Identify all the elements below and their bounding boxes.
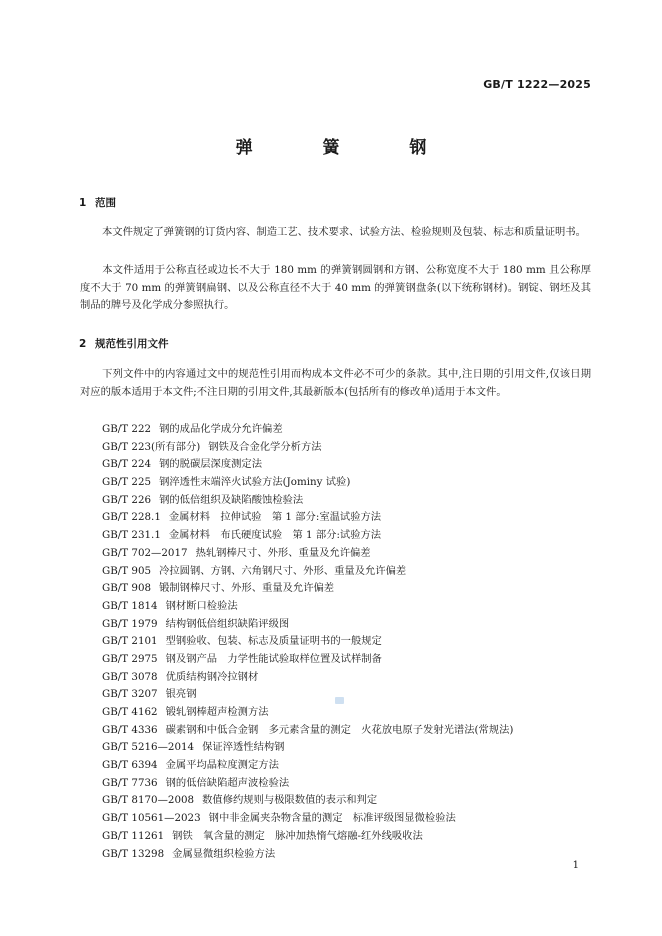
reference-list bbox=[102, 421, 513, 863]
reference-item bbox=[102, 598, 513, 616]
reference-title: 锻轧钢棒超声检测方法 bbox=[165, 706, 269, 718]
paragraph-text: 本文件规定了弹簧钢的订货内容、制造工艺、技术要求、试验方法、检验规则及包装、标志和质量证明书。 bbox=[102, 226, 586, 238]
reference-code: GB/T 225 bbox=[102, 476, 152, 489]
reference-title: 结构钢低倍组织缺陷评级图 bbox=[165, 617, 290, 630]
reference-title: 钢铁 氧含量的测定 脉冲加热惰气熔融-红外线吸收法 bbox=[172, 829, 423, 842]
reference-title: 金属材料 拉伸试验 第 1 部分:室温试验方法 bbox=[168, 511, 382, 524]
reference-code: GB/T 13298 bbox=[102, 847, 165, 860]
document-title: 弹 簧 钢 bbox=[235, 138, 459, 158]
reference-item bbox=[102, 456, 513, 474]
reference-code: GB/T 702—2017 bbox=[102, 546, 188, 559]
reference-item bbox=[102, 527, 513, 545]
section-title: 范围 bbox=[95, 197, 116, 209]
reference-code: GB/T 6394 bbox=[102, 759, 158, 772]
reference-title: 金属平均晶粒度测定方法 bbox=[165, 759, 279, 772]
reference-item bbox=[102, 633, 513, 651]
reference-code: GB/T 905 bbox=[102, 564, 152, 577]
reference-title: 钢及钢产品 力学性能试验取样位置及试样制备 bbox=[165, 652, 382, 665]
reference-item bbox=[102, 792, 513, 810]
reference-item bbox=[102, 474, 513, 492]
section-title: 规范性引用文件 bbox=[95, 338, 169, 350]
reference-title: 钢的低倍缺陷超声波检验法 bbox=[165, 776, 290, 789]
paragraph-text: 下列文件中的内容通过文中的规范性引用而构成本文件必不可少的条款。其中,注日期的引用文件,仅该日期对应的版本适用于本文件;不注日期的引用文件,其最新版本(包括所有的修改单)适用于本文件。 bbox=[80, 368, 591, 398]
reference-title: 保证淬透性结构钢 bbox=[202, 741, 285, 754]
section-number: 2 bbox=[79, 338, 87, 350]
reference-title: 钢的脱碳层深度测定法 bbox=[159, 458, 263, 471]
standard-number: GB/T 1222—2025 bbox=[483, 78, 591, 91]
reference-title: 金属显微组织检验方法 bbox=[172, 847, 276, 860]
reference-item bbox=[102, 492, 513, 510]
section-heading-scope bbox=[79, 195, 116, 210]
reference-code: GB/T 1814 bbox=[102, 599, 158, 612]
reference-item bbox=[102, 828, 513, 846]
paragraph bbox=[80, 262, 591, 315]
reference-title: 钢的成品化学成分允许偏差 bbox=[159, 423, 283, 435]
reference-code: GB/T 3207 bbox=[102, 688, 158, 701]
reference-code: GB/T 2101 bbox=[102, 635, 158, 648]
reference-item bbox=[102, 509, 513, 527]
reference-item bbox=[102, 616, 513, 634]
reference-code: GB/T 224 bbox=[102, 458, 152, 471]
stamp-mark bbox=[335, 697, 344, 704]
section-number: 1 bbox=[79, 197, 87, 209]
reference-item bbox=[102, 686, 513, 704]
reference-item bbox=[102, 651, 513, 669]
page-number: 1 bbox=[572, 860, 579, 871]
reference-item bbox=[102, 669, 513, 687]
reference-item bbox=[102, 421, 513, 439]
reference-code: GB/T 226 bbox=[102, 493, 152, 506]
reference-code: GB/T 2975 bbox=[102, 652, 158, 665]
reference-code: GB/T 222 bbox=[102, 423, 152, 435]
paragraph-text: 本文件适用于公称直径或边长不大于 180 mm 的弹簧钢圆钢和方钢、公称宽度不大于 180 mm 且公称厚度不大于 70 mm 的弹簧钢扁钢、以及公称直径不大于 40 mm 的弹簧钢盘条(以下统称钢材)。钢锭、钢坯及其制品的牌号及化学成分参照执行。 bbox=[80, 264, 591, 312]
reference-title: 碳素钢和中低合金钢 多元素含量的测定 火花放电原子发射光谱法(常规法) bbox=[165, 723, 514, 736]
reference-title: 优质结构钢冷拉钢材 bbox=[165, 670, 259, 683]
reference-code: GB/T 1979 bbox=[102, 617, 158, 630]
reference-item bbox=[102, 704, 513, 722]
reference-code: GB/T 4336 bbox=[102, 723, 158, 736]
reference-item bbox=[102, 739, 513, 757]
reference-title: 冷拉圆钢、方钢、六角钢尺寸、外形、重量及允许偏差 bbox=[159, 564, 407, 577]
reference-title: 钢淬透性末端淬火试验方法(Jominy 试验) bbox=[159, 476, 351, 489]
reference-title: 热轧钢棒尺寸、外形、重量及允许偏差 bbox=[195, 546, 371, 559]
reference-title: 钢材断口检验法 bbox=[165, 599, 238, 612]
reference-code: GB/T 231.1 bbox=[102, 529, 161, 542]
reference-code: GB/T 3078 bbox=[102, 670, 158, 683]
reference-item bbox=[102, 439, 513, 457]
reference-item bbox=[102, 846, 513, 864]
reference-title: 数值修约规则与极限数值的表示和判定 bbox=[202, 794, 378, 807]
reference-item bbox=[102, 563, 513, 581]
reference-title: 金属材料 布氏硬度试验 第 1 部分:试验方法 bbox=[168, 529, 382, 542]
reference-code: GB/T 8170—2008 bbox=[102, 794, 195, 807]
reference-title: 银亮钢 bbox=[165, 688, 197, 701]
reference-title: 钢中非金属夹杂物含量的测定 标准评级图显微检验法 bbox=[208, 812, 456, 825]
reference-code: GB/T 11261 bbox=[102, 829, 165, 842]
reference-code: GB/T 4162 bbox=[102, 706, 158, 718]
paragraph bbox=[80, 224, 591, 242]
reference-item bbox=[102, 810, 513, 828]
reference-code: GB/T 228.1 bbox=[102, 511, 161, 524]
reference-code: GB/T 223(所有部分) bbox=[102, 440, 201, 453]
reference-code: GB/T 5216—2014 bbox=[102, 741, 195, 754]
reference-title: 钢的低倍组织及缺陷酸蚀检验法 bbox=[159, 493, 304, 506]
paragraph bbox=[80, 366, 591, 401]
reference-item bbox=[102, 775, 513, 793]
reference-item bbox=[102, 722, 513, 740]
section-heading-normative-references bbox=[79, 336, 169, 351]
reference-title: 锻制钢棒尺寸、外形、重量及允许偏差 bbox=[159, 582, 335, 595]
reference-code: GB/T 10561—2023 bbox=[102, 812, 201, 825]
reference-code: GB/T 908 bbox=[102, 582, 152, 595]
reference-item bbox=[102, 545, 513, 563]
reference-code: GB/T 7736 bbox=[102, 776, 158, 789]
reference-item bbox=[102, 757, 513, 775]
reference-title: 型钢验收、包装、标志及质量证明书的一般规定 bbox=[165, 635, 382, 648]
reference-item bbox=[102, 580, 513, 598]
reference-title: 钢铁及合金化学分析方法 bbox=[208, 440, 322, 453]
